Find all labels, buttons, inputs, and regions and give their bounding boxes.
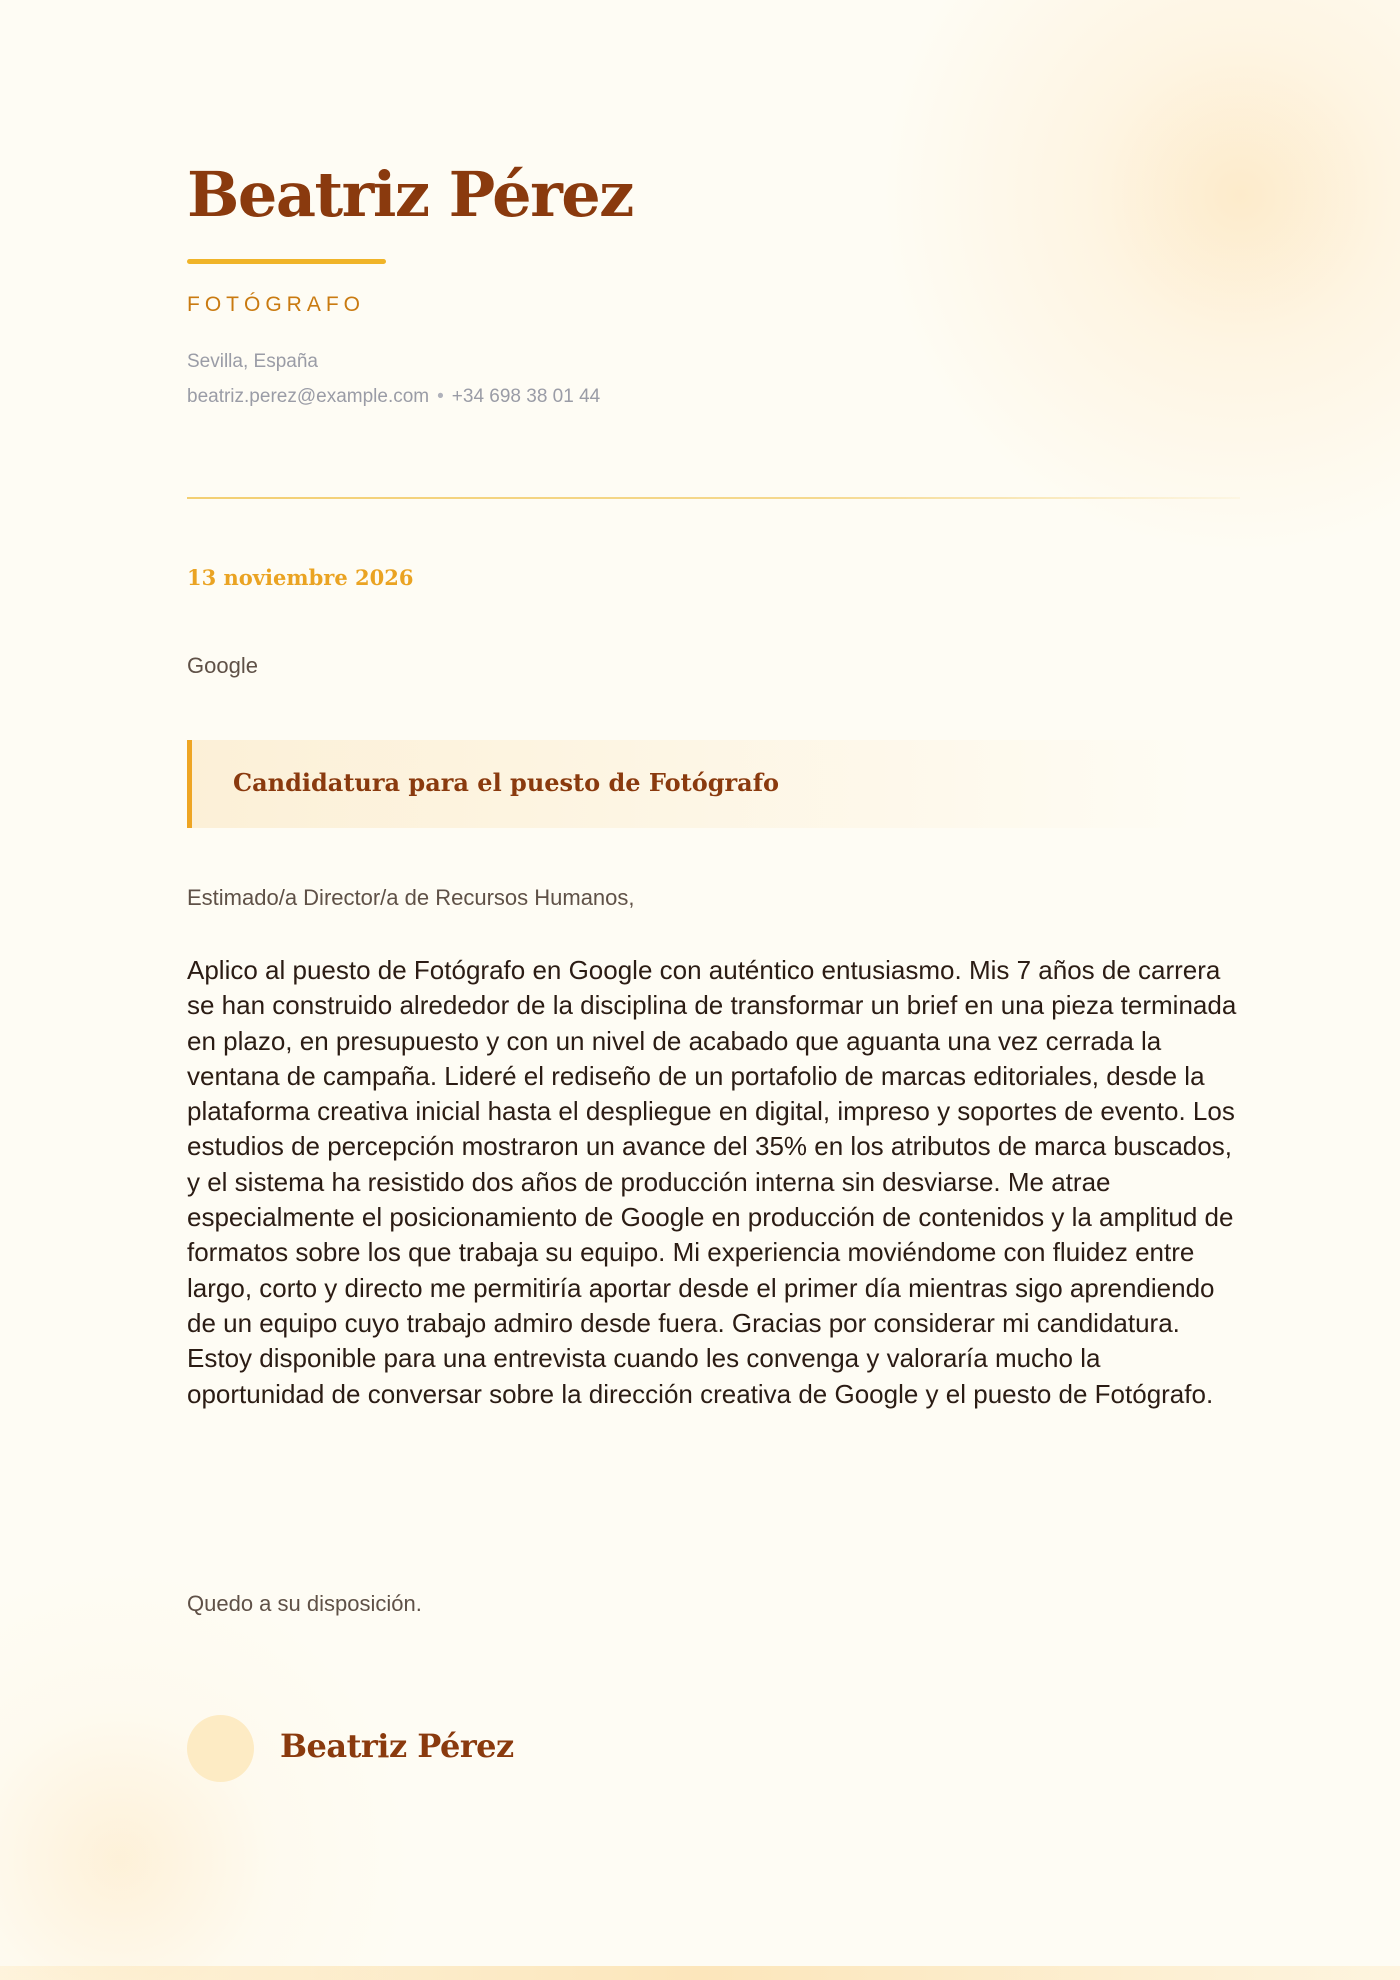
letter-greeting: Estimado/a Director/a de Recursos Humanos, [187,885,635,910]
letter-date: 13 noviembre 2026 [187,565,414,590]
letter-body: Aplico al puesto de Fotógrafo en Google con auténtico entusiasmo. Mis 7 años de carrera se han construido alrededor de la disciplina de transformar un brief en una pieza terminada en plazo, en presupuesto y con un nivel de acabado que aguanta una vez cerrada la ventana de campaña. Lideré el rediseño de un portafolio de marcas editoriales, desde la plataforma creativa inicial hasta el despliegue en digital, impreso y soportes de evento. Los estudios de percepción mostraron un avance del 35% en los atributos de marca buscados, y el sistema ha resistido dos años de producción interna sin desviarse. Me atrae especialmente el posicionamiento de Google en producción de contenidos y la amplitud de formatos sobre los que trabaja su equipo. Mi experiencia moviéndome con fluidez entre largo, corto y directo me permitiría aportar desde el primer día mientras sigo aprendiendo de un equipo cuyo trabajo admiro desde fuera. Gracias por considerar mi candidatura. Estoy disponible para una entrevista cuando les convenga y valoraría mucho la oportunidad de conversar sobre la dirección creativa de Google y el puesto de Fotógrafo. [187,955,1237,1409]
bottom-decorative-strip [0,1966,1400,1980]
header-location: Sevilla, España [187,351,318,372]
header-contact-line [187,386,600,408]
header-phone: +34 698 38 01 44 [451,386,601,407]
subject-box [187,740,1204,828]
header-email: beatriz.perez@example.com [187,386,430,407]
signature-name: Beatriz Pérez [280,1727,514,1765]
signature-circle-decoration [187,1715,254,1782]
letter-recipient: Google [187,653,258,678]
name-underline-accent [187,259,386,264]
header-name: Beatriz Pérez [187,158,633,231]
letter-closing: Quedo a su disposición. [187,1591,422,1616]
contact-separator: • [437,386,444,407]
header-role: FOTÓGRAFO [187,293,365,316]
header-divider [187,497,1240,499]
letter-subject: Candidatura para el puesto de Fotógrafo [233,768,780,797]
